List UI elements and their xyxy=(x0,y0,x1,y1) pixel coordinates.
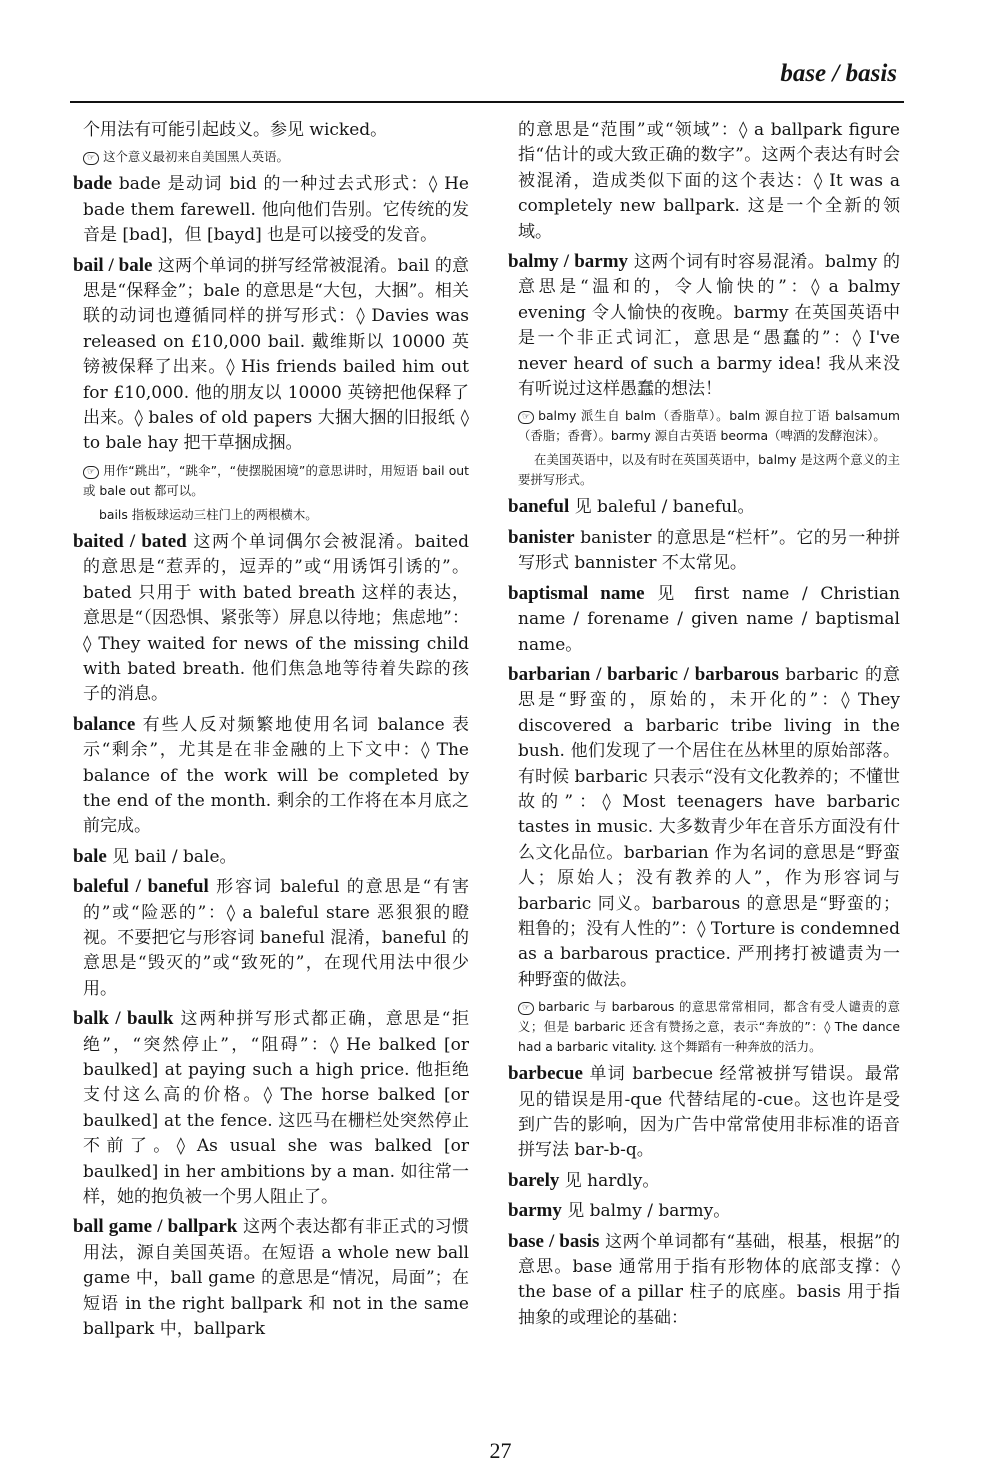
running-head: base / basis xyxy=(780,60,897,87)
entry-text: 这两个表达都有非正式的习惯用法，源自美国英语。在短语 a whole new ball game 中，ball game 的意思是“情况，局面”；在短语 in the right ballpark 和 not in the same ballpark 中，ballpark xyxy=(83,1217,469,1340)
dictionary-entry xyxy=(73,253,469,457)
entry-text: banister 的意思是“栏杆”。它的另一种拼写形式 bannister 不太常见。 xyxy=(518,527,900,574)
entry-text: 这两个单词偶尔会被混淆。baited 的意思是“惹弄的，逗弄的”或“用诱饵引诱的”。bated 只用于 with bated breath 这样的表达，意思是“（因恐惧、紧张等）屏息以待地；焦虑地”：◊ They waited for news of the missing child with bated breath. 他们焦急地等待着失踪的孩子的消息。 xyxy=(83,531,469,705)
dictionary-entry xyxy=(508,1198,900,1224)
dictionary-entry xyxy=(73,1006,469,1210)
dictionary-entry xyxy=(73,712,469,840)
entry-headword: base / basis xyxy=(508,1230,600,1252)
entry-headword: baptismal name xyxy=(508,582,645,604)
entry-headword: barbecue xyxy=(508,1063,583,1085)
dictionary-entry xyxy=(73,844,469,870)
usage-note xyxy=(518,997,900,1057)
entry-headword: barely xyxy=(508,1169,560,1191)
entry-text: 见 hardly。 xyxy=(559,1170,660,1191)
dictionary-entry xyxy=(508,249,900,402)
dictionary-entry xyxy=(73,1214,469,1342)
dictionary-entry xyxy=(73,171,469,248)
entry-continuation: 的意思是“范围”或“领域”：◊ a ballpark figure 指“估计的或大致正确的数字”。这两个表达有时会被混淆，造成类似下面的这个表达：◊ It was a completely new ballpark. 这是一个全新的领域。 xyxy=(518,120,900,242)
entry-headword: balmy / barmy xyxy=(508,251,629,273)
entry-headword: balk / baulk xyxy=(73,1008,174,1030)
pointing-hand-icon: ☞ xyxy=(518,411,534,424)
usage-note-text: 这个意义最初来自美国黑人英语。 xyxy=(103,149,289,165)
dictionary-entry xyxy=(508,494,900,520)
entry-continuation: 个用法有可能引起歧义。参见 wicked。 xyxy=(83,120,388,140)
entry-headword: baited / bated xyxy=(73,530,187,552)
page-number: 27 xyxy=(489,1438,512,1463)
entry-headword: bale xyxy=(73,845,107,867)
entry-text: 见 first name / Christian name / forename / given name / baptismal name。 xyxy=(518,583,900,655)
entry-headword: barmy xyxy=(508,1200,562,1222)
dictionary-entry xyxy=(73,874,469,1002)
right-column xyxy=(508,118,900,1335)
entry-text: 有些人反对频繁地使用名词 balance 表示“剩余”，尤其是在非金融的上下文中：◊ The balance of the work will be completed by the end of the month. 剩余的工作将在本月底之前完成。 xyxy=(83,714,469,837)
entry-text: 单词 barbecue 经常被拼写错误。最常见的错误是用-que 代替结尾的-cue。这也许是受到广告的影响，因为广告中常常使用非标准的语音拼写法 bar-b-q。 xyxy=(518,1064,900,1161)
entry-headword: baleful / baneful xyxy=(73,876,209,898)
entry-headword: bail / bale xyxy=(73,254,153,276)
entry-text: 见 balmy / barmy。 xyxy=(561,1201,731,1222)
dictionary-entry xyxy=(508,1061,900,1164)
entry-text: barbaric 的意思是“野蛮的，原始的，未开化的”：◊ They discovered a barbaric tribe living in the bush. 他们发现了一个居住在丛林里的原始部落。有时候 barbaric 只表示“没有文化教养的；不懂世故的”：◊ Most teenagers have barbaric tastes in music. 大多数青少年在音乐方面没有什么文化品位。barbarian 作为名词的意思是“野蛮人；原始人；没有教养的人”，作为形容词与 barbaric 同义。barbarous 的意思是“野蛮的；粗鲁的；没有人性的”：◊ Torture is condemned as a barbarous practice. 严刑拷打被谴责为一种野蛮的做法。 xyxy=(518,664,901,990)
entry-text: bade 是动词 bid 的一种过去式形式：◊ He bade them farewell. 他向他们告别。它传统的发音是 [bad]，但 [bayd] 也是可以接受的发音。 xyxy=(83,174,469,246)
usage-note xyxy=(83,147,469,167)
entry-headword: bade xyxy=(73,173,113,195)
pointing-hand-icon: ☞ xyxy=(83,152,99,165)
left-column xyxy=(73,118,469,1346)
pointing-hand-icon: ☞ xyxy=(83,466,99,479)
entry-headword: balance xyxy=(73,713,136,735)
entry-headword: baneful xyxy=(508,496,570,518)
header-rule xyxy=(70,101,904,103)
entry-text: 形容词 baleful 的意思是“有害的”或“险恶的”：◊ a baleful stare 恶狠狠的瞪视。不要把它与形容词 baneful 混淆，baneful 的意思是“毁灭的”或“致死的”，在现代用法中很少用。 xyxy=(83,877,469,999)
entry-text: 这两个单词都有“基础，根基，根据”的意思。base 通常用于指有形物体的底部支撑：◊ the base of a pillar 柱子的底座。basis 用于指抽象的或理论的基础： xyxy=(518,1231,900,1328)
pointing-hand-icon: ☞ xyxy=(518,1002,534,1015)
dictionary-entry xyxy=(508,1229,900,1332)
dictionary-entry xyxy=(508,662,900,993)
entry-text: 见 baleful / baneful。 xyxy=(569,497,755,518)
entry-text: 这两个单词的拼写经常被混淆。bail 的意思是“保释金”；bale 的意思是“大包，大捆”。相关联的动词也遵循同样的拼写形式：◊ Davies was released on £10,000 bail. 戴维斯以 10000 英镑被保释了出来。◊ His friends bailed him out for £10,000. 他的朋友以 10000 英镑把他保释了出来。◊ bales of old papers 大捆大捆的旧报纸 ◊ to bale hay 把干草捆成捆。 xyxy=(83,255,469,454)
dictionary-entry xyxy=(508,525,900,577)
entry-text: 这两种拼写形式都正确，意思是“拒绝”，“突然停止”，“阻碍”：◊ He balked [or baulked] at paying such a high price. 他拒绝支付这么高的价格。◊ The horse balked [or baulked] at the fence. 这匹马在栅栏处突然停止不前了。◊ As usual she was balked [or baulked] in her ambitions by a man. 如往常一样，她的抱负被一个男人阻止了。 xyxy=(83,1009,469,1208)
dictionary-entry xyxy=(73,529,469,708)
entry-headword: barbarian / barbaric / barbarous xyxy=(508,663,779,685)
entry-text: 这两个词有时容易混淆。balmy 的意思是“温和的，令人愉快的”：◊ a balmy evening 令人愉快的夜晚。barmy 在英国英语中是一个非正式词汇，意思是“愚蠢的”：◊ I've never heard of such a barmy idea! 我从来没有听说过这样愚蠢的想法！ xyxy=(518,252,900,400)
usage-note xyxy=(83,461,469,501)
usage-note xyxy=(518,406,900,446)
usage-note-continuation: 在美国英语中，以及有时在英国英语中，balmy 是这两个意义的主要拼写形式。 xyxy=(518,452,900,488)
usage-note-continuation: bails 指板球运动三柱门上的两根横木。 xyxy=(99,506,318,522)
dictionary-entry xyxy=(508,581,900,658)
dictionary-entry xyxy=(508,1168,900,1194)
entry-headword: ball game / ballpark xyxy=(73,1216,238,1238)
usage-note-text: balmy 派生自 balm（香脂草）。balm 源自拉丁语 balsamum（香脂；香膏）。barmy 源自古英语 beorma（啤酒的发酵泡沫）。 xyxy=(518,408,900,444)
entry-text: 见 bail / bale。 xyxy=(106,846,237,867)
usage-note-text: 用作“跳出”，“跳伞”，“使摆脱困境”的意思讲时，用短语 bail out 或 bale out 都可以。 xyxy=(83,462,469,498)
usage-note-text: barbaric 与 barbarous 的意思常常相同，都含有受人谴责的意义；但是 barbaric 还含有赞扬之意，表示“奔放的”：◊ The dance had a barbaric vitality. 这个舞蹈有一种奔放的活力。 xyxy=(518,999,900,1055)
entry-headword: banister xyxy=(508,526,575,548)
